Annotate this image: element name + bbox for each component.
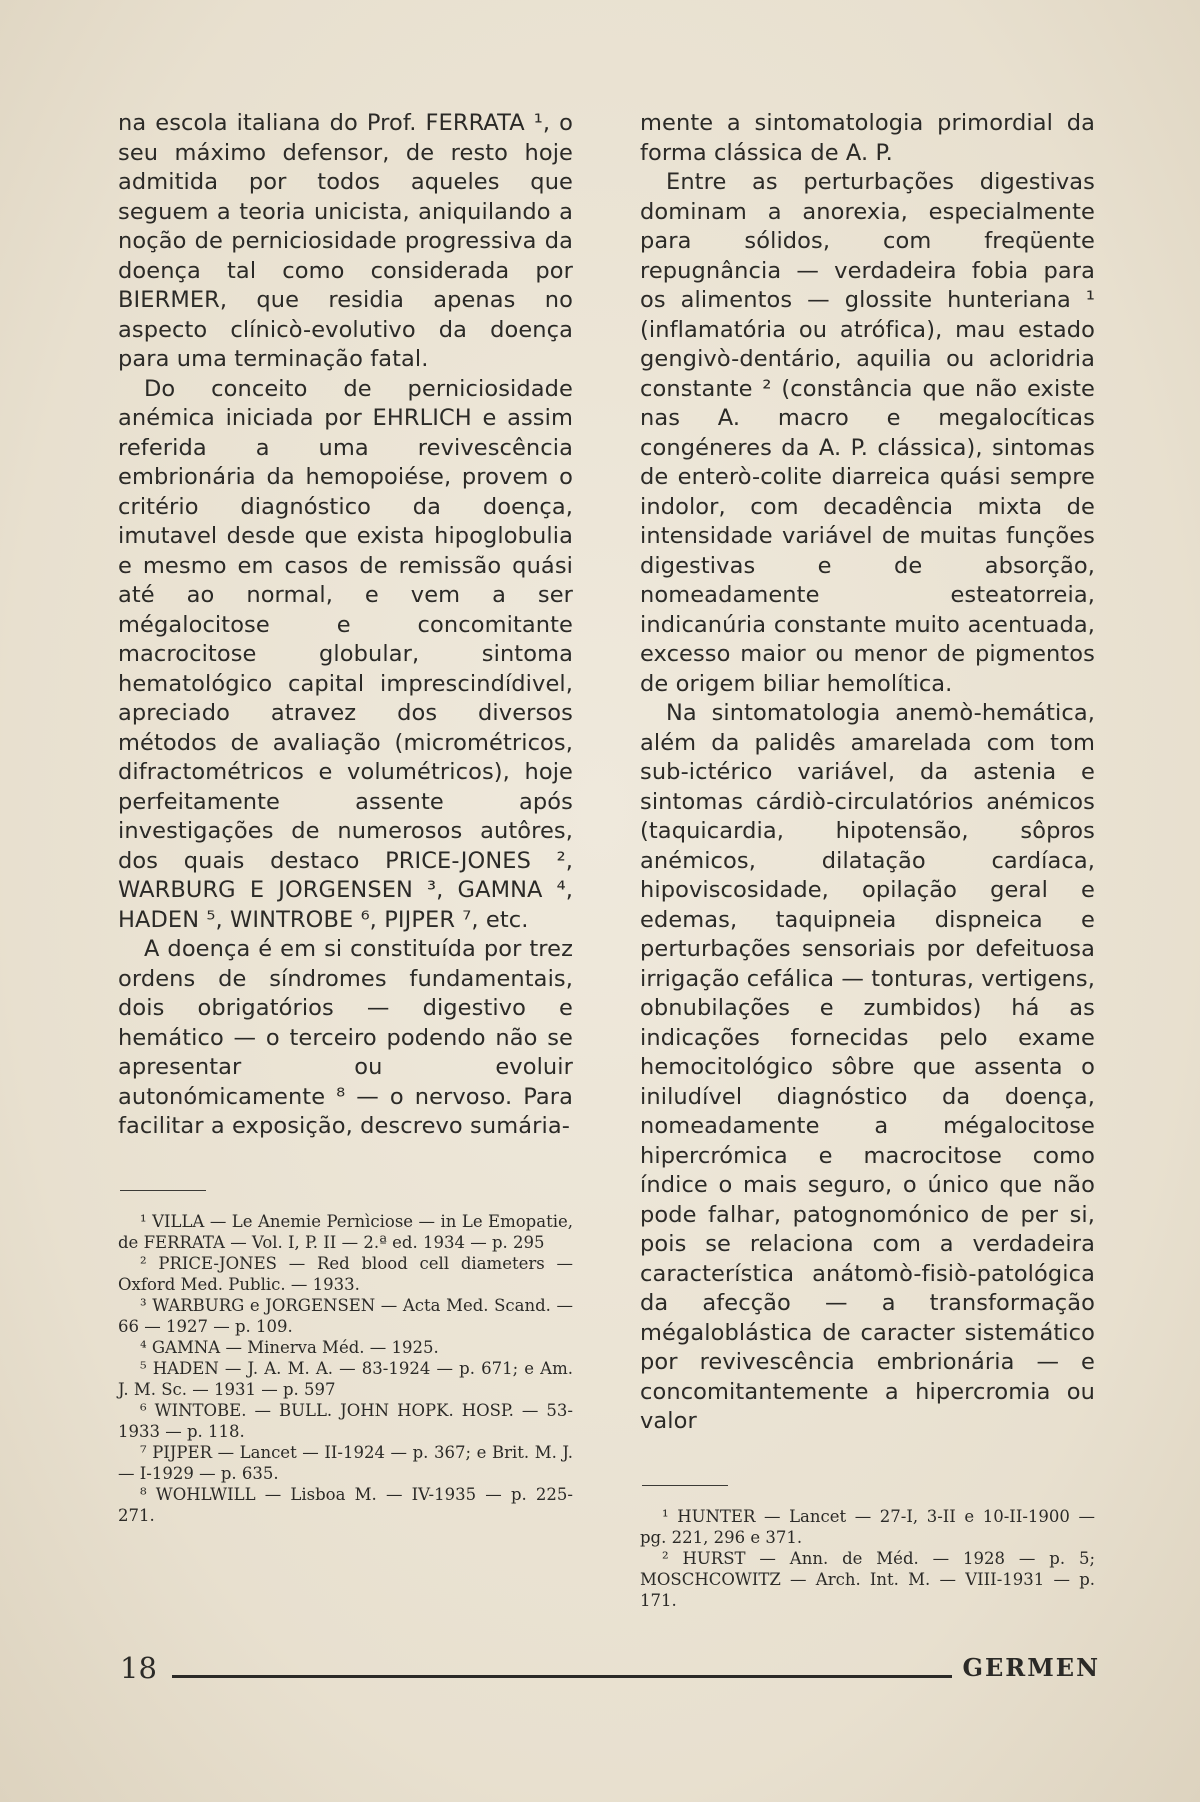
footnote-2: ² PRICE-JONES — Red blood cell diameters — Oxford Med. Public. — 1933. bbox=[118, 1253, 573, 1294]
footnote-5: ⁵ HADEN — J. A. M. A. — 83-1924 — p. 671; e Am. J. M. Sc. — 1931 — p. 597 bbox=[118, 1358, 573, 1399]
right-column bbox=[640, 109, 1095, 1611]
footnote-4: ⁴ GAMNA — Minerva Méd. — 1925. bbox=[140, 1337, 439, 1357]
right-footnotes bbox=[640, 1506, 1095, 1611]
left-paragraph-3: A doença é em si constituída por trez ordens de síndromes fundamentais, dois obrigatórios — digestivo e hemático — o terceiro podendo não se apresentar ou evoluir autonómicamente ⁸ — o nervoso. Para facilitar a exposição, descrevo sumária- bbox=[118, 936, 573, 1139]
left-paragraph-1: na escola italiana do Prof. FERRATA ¹, o seu máximo defensor, de resto hoje admitida por todos aqueles que seguem a teoria unicista, aniquilando a noção de perniciosidade progressiva da doença tal como considerada por BIERMER, que residia apenas no aspecto clínicò-evolutivo da doença para uma terminação fatal. bbox=[118, 110, 573, 372]
page-footer bbox=[120, 1651, 1100, 1691]
footnote-hurst: ² HURST — Ann. de Méd. — 1928 — p. 5; MOSCHCOWITZ — Arch. Int. M. — VIII-1931 — p. 171. bbox=[640, 1548, 1095, 1610]
journal-title: GERMEN bbox=[962, 1653, 1100, 1682]
footer-rule bbox=[172, 1675, 952, 1678]
page-number: 18 bbox=[120, 1651, 157, 1685]
footnote-7: ⁷ PIJPER — Lancet — II-1924 — p. 367; e Brit. M. J. — I-1929 — p. 635. bbox=[118, 1442, 573, 1483]
right-paragraph-1: mente a sintomatologia primordial da forma clássica de A. P. bbox=[640, 110, 1095, 166]
footnote-1: ¹ VILLA — Le Anemie Pernìciose — in Le Emopatie, de FERRATA — Vol. I, P. II — 2.ª ed. 1934 — p. 295 bbox=[118, 1211, 573, 1252]
right-paragraph-3: Na sintomatologia anemò-hemática, além da palidês amarelada com tom sub-ictérico variável, da astenia e sintomas cárdiò-circulatórios anémicos (taquicardia, hipotensão, sôpros anémicos, dilatação cardíaca, hipoviscosidade, opilação geral e edemas, taquipneia dispneica e perturbações sensoriais por defeituosa irrigação cefálica — tonturas, vertigens, obnubilações e zumbidos) há as indicações fornecidas pelo exame hemocitológico sôbre que assenta o iniludível diagnóstico da doença, nomeadamente a mégalocitose hipercrómica e macrocitose como índice o mais seguro, o único que não pode falhar, patognomónico de per si, pois se relaciona com a verdadeira característica anátomò-fisiò-patológica da afecção — a transformação mégaloblástica de caracter sistemático por revivescência embrionária — e concomitantemente a hipercromia ou valor bbox=[640, 700, 1095, 1434]
footnote-3: ³ WARBURG e JORGENSEN — Acta Med. Scand. — 66 — 1927 — p. 109. bbox=[118, 1295, 573, 1336]
left-footnotes bbox=[118, 1211, 573, 1526]
footnote-hunter: ¹ HUNTER — Lancet — 27-I, 3-II e 10-II-1900 — pg. 221, 296 e 371. bbox=[640, 1506, 1095, 1547]
left-body bbox=[118, 109, 573, 1142]
right-paragraph-2: Entre as perturbações digestivas dominam a anorexia, especialmente para sólidos, com freqüente repugnância — verdadeira fobia para os alimentos — glossite hunteriana ¹ (inflamatória ou atrófica), mau estado gengivò-dentário, aquilia ou acloridria constante ² (constância que não existe nas A. macro e megalocíticas congéneres da A. P. clássica), sintomas de enterò-colite diarreica quási sempre indolor, com decadência mixta de intensidade variável de muitas funções digestivas e de absorção, nomeadamente esteatorreia, indicanúria constante muito acentuada, excesso maior ou menor de pigmentos de origem biliar hemolítica. bbox=[640, 169, 1095, 697]
right-body bbox=[640, 109, 1095, 1437]
footnote-6: ⁶ WINTOBE. — BULL. JOHN HOPK. HOSP. — 53-1933 — p. 118. bbox=[118, 1400, 573, 1441]
left-paragraph-2: Do conceito de perniciosidade anémica iniciada por EHRLICH e assim referida a uma revivescência embrionária da hemopoiése, provem o critério diagnóstico da doença, imutavel desde que exista hipoglobulia e mesmo em casos de remissão quási até ao normal, e vem a ser mégalocitose e concomitante macrocitose globular, sintoma hematológico capital imprescindídivel, apreciado atravez dos diversos métodos de avaliação (micrométricos, difractométricos e volumétricos), hoje perfeitamente assente após investigações de numerosos autôres, dos quais destaco PRICE-JONES ², WARBURG E JORGENSEN ³, GAMNA ⁴, HADEN ⁵, WINTROBE ⁶, PIJPER ⁷, etc. bbox=[118, 375, 573, 933]
footnote-8: ⁸ WOHLWILL — Lisboa M. — IV-1935 — p. 225-271. bbox=[118, 1484, 573, 1525]
left-column bbox=[118, 109, 573, 1526]
